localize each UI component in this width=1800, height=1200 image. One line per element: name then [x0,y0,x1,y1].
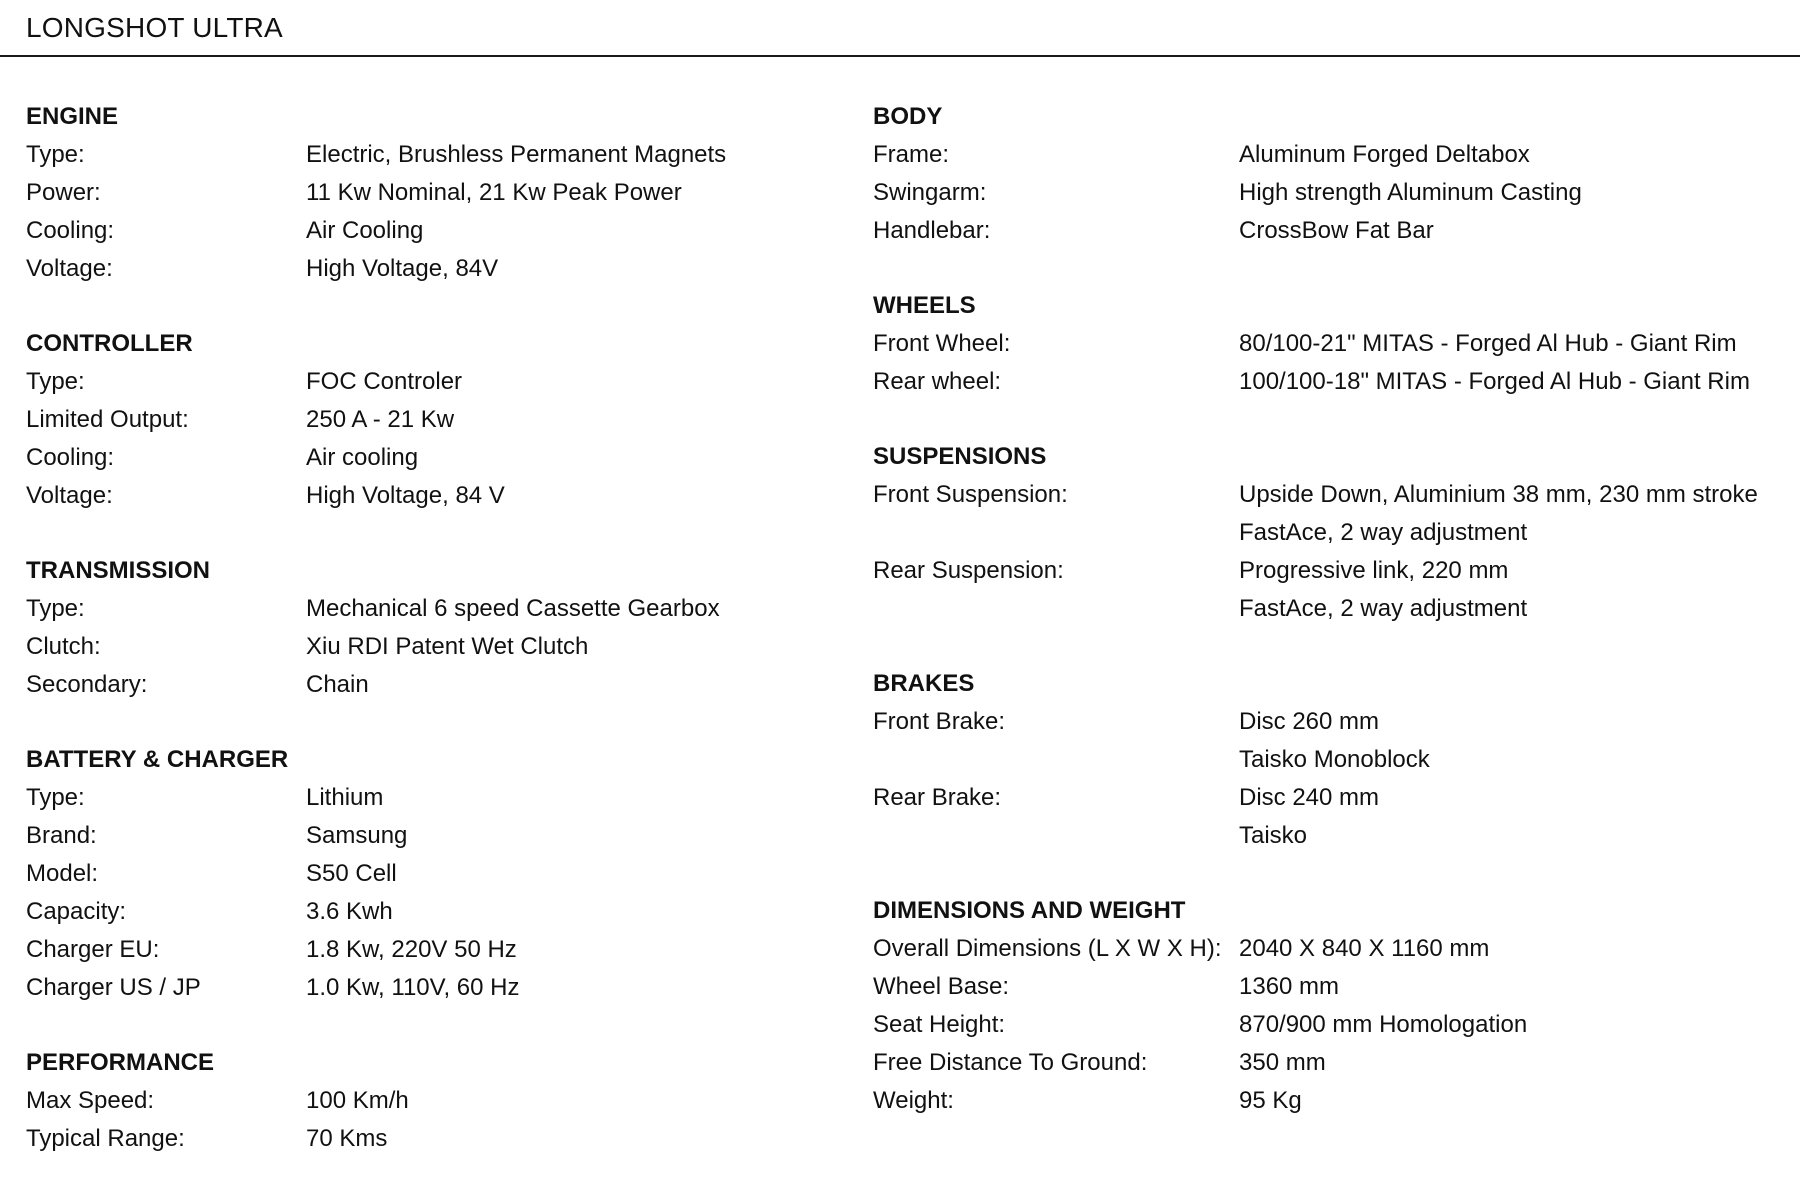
spec-label: Voltage: [26,482,113,509]
spec-section-transmission [26,552,846,704]
spec-row [26,817,846,855]
spec-label: Model: [26,860,99,887]
spec-row [26,401,846,439]
spec-section-suspensions [873,438,1793,628]
page-title: LONGSHOT ULTRA [26,12,283,43]
spec-values [306,250,498,288]
spec-value: 70 Kms [306,1125,388,1152]
spec-value: Mechanical 6 speed Cassette Gearbox [306,595,720,622]
spec-value: FOC Controler [306,368,463,395]
spec-value: Air Cooling [306,217,424,244]
spec-label: Rear Suspension: [873,557,1064,584]
spec-values [306,477,505,515]
spec-value: High Voltage, 84V [306,255,499,282]
spec-value: 80/100-21" MITAS - Forged Al Hub - Giant Rim [1239,330,1737,357]
spec-value: 250 A - 21 Kw [306,406,455,433]
section-heading: DIMENSIONS AND WEIGHT [873,897,1186,924]
spec-values [1239,1006,1527,1044]
spec-label: Handlebar: [873,217,991,244]
spec-row [873,1082,1793,1120]
spec-values [306,212,423,250]
spec-row [26,855,846,893]
spec-value: Samsung [306,822,408,849]
spec-section-controller [26,325,846,515]
page-header [0,0,1800,57]
spec-value: Disc 260 mm [1239,708,1380,735]
spec-value: Chain [306,671,369,698]
spec-label: Clutch: [26,633,101,660]
spec-row [873,1006,1793,1044]
spec-row [26,779,846,817]
spec-row [873,476,1793,552]
spec-value: 3.6 Kwh [306,898,393,925]
section-heading: ENGINE [26,103,119,130]
spec-row [26,212,846,250]
spec-row [26,136,846,174]
spec-value: 100/100-18" MITAS - Forged Al Hub - Giant Rim [1239,368,1750,395]
spec-row [26,363,846,401]
spec-value: Aluminum Forged Deltabox [1239,141,1530,168]
spec-row [873,212,1793,250]
spec-label: Power: [26,179,101,206]
spec-values [1239,552,1527,628]
spec-row [873,779,1793,855]
spec-label: Voltage: [26,255,113,282]
spec-label: Charger EU: [26,936,160,963]
spec-values [306,666,369,704]
spec-value: FastAce, 2 way adjustment [1239,595,1528,622]
spec-label: Wheel Base: [873,973,1010,1000]
spec-label: Weight: [873,1087,954,1114]
spec-values [306,590,720,628]
spec-label: Capacity: [26,898,127,925]
spec-values [306,855,397,893]
spec-row [873,325,1793,363]
spec-values [1239,136,1530,174]
spec-row [873,1044,1793,1082]
spec-value: 100 Km/h [306,1087,409,1114]
section-heading: WHEELS [873,292,976,319]
spec-values [1239,779,1379,855]
spec-values [306,136,726,174]
spec-value: FastAce, 2 way adjustment [1239,519,1528,546]
spec-row [873,930,1793,968]
spec-row [26,628,846,666]
spec-row [26,666,846,704]
spec-label: Max Speed: [26,1087,155,1114]
spec-value: CrossBow Fat Bar [1239,217,1434,244]
spec-column-left [26,98,846,1195]
spec-value: Disc 240 mm [1239,784,1380,811]
spec-row [873,968,1793,1006]
spec-values [306,931,517,969]
spec-value: 95 Kg [1239,1087,1302,1114]
spec-values [306,174,682,212]
spec-values [306,969,519,1007]
spec-label: Free Distance To Ground: [873,1049,1148,1076]
section-heading: BODY [873,103,943,130]
spec-label: Swingarm: [873,179,987,206]
spec-values [1239,930,1489,968]
spec-value: S50 Cell [306,860,397,887]
spec-label: Seat Height: [873,1011,1006,1038]
spec-row [26,439,846,477]
spec-values [306,817,407,855]
spec-label: Overall Dimensions (L X W X H): [873,935,1222,962]
spec-values [306,1082,409,1120]
spec-value: 1.8 Kw, 220V 50 Hz [306,936,517,963]
spec-label: Typical Range: [26,1125,185,1152]
spec-row [26,250,846,288]
section-heading: CONTROLLER [26,330,193,357]
spec-value: Taisko Monoblock [1239,746,1430,773]
spec-label: Cooling: [26,217,115,244]
spec-section-performance [26,1044,846,1158]
spec-label: Cooling: [26,444,115,471]
spec-values [1239,363,1750,401]
spec-value: High Voltage, 84 V [306,482,505,509]
spec-values [306,439,418,477]
section-heading: BATTERY & CHARGER [26,746,289,773]
spec-label: Rear wheel: [873,368,1002,395]
spec-label: Type: [26,784,85,811]
spec-value: 350 mm [1239,1049,1326,1076]
spec-value: 2040 X 840 X 1160 mm [1239,935,1490,962]
spec-row [873,363,1793,401]
spec-label: Brand: [26,822,97,849]
spec-section-dimensions-and-weight [873,892,1793,1120]
spec-section-body [873,98,1793,250]
spec-value: Air cooling [306,444,419,471]
spec-row [26,1120,846,1158]
spec-label: Type: [26,368,85,395]
spec-values [1239,325,1737,363]
spec-values [1239,174,1582,212]
spec-value: Electric, Brushless Permanent Magnets [306,141,727,168]
spec-values [1239,968,1339,1006]
spec-section-battery-and-charger [26,741,846,1007]
spec-row [873,136,1793,174]
spec-value: Progressive link, 220 mm [1239,557,1509,584]
spec-label: Front Wheel: [873,330,1011,357]
spec-values [1239,476,1758,552]
spec-value: Upside Down, Aluminium 38 mm, 230 mm stroke [1239,481,1758,508]
spec-column-right [873,98,1793,1157]
spec-values [306,628,588,666]
spec-values [306,893,393,931]
spec-value: 11 Kw Nominal, 21 Kw Peak Power [306,179,682,206]
spec-row [26,590,846,628]
spec-label: Secondary: [26,671,148,698]
spec-label: Type: [26,141,85,168]
spec-values [1239,1044,1326,1082]
section-heading: BRAKES [873,670,975,697]
spec-row [26,174,846,212]
section-heading: SUSPENSIONS [873,443,1047,470]
spec-values [1239,212,1434,250]
spec-label: Front Brake: [873,708,1006,735]
spec-values [306,779,383,817]
section-heading: TRANSMISSION [26,557,211,584]
spec-value: 1360 mm [1239,973,1340,1000]
spec-label: Limited Output: [26,406,189,433]
spec-label: Rear Brake: [873,784,1002,811]
spec-values [306,401,454,439]
spec-section-wheels [873,287,1793,401]
spec-row [26,477,846,515]
spec-values [306,363,462,401]
spec-value: Taisko [1239,822,1308,849]
spec-values [1239,703,1430,779]
spec-value: Lithium [306,784,384,811]
spec-label: Front Suspension: [873,481,1068,508]
spec-row [873,174,1793,212]
spec-row [26,893,846,931]
spec-row [873,552,1793,628]
spec-label: Frame: [873,141,950,168]
spec-row [26,931,846,969]
spec-row [26,1082,846,1120]
spec-values [1239,1082,1302,1120]
spec-value: High strength Aluminum Casting [1239,179,1582,206]
spec-value: 870/900 mm Homologation [1239,1011,1528,1038]
spec-value: Xiu RDI Patent Wet Clutch [306,633,589,660]
spec-label: Type: [26,595,85,622]
spec-row [26,969,846,1007]
spec-row [873,703,1793,779]
spec-section-engine [26,98,846,288]
spec-section-brakes [873,665,1793,855]
spec-label: Charger US / JP [26,974,201,1001]
spec-values [306,1120,387,1158]
section-heading: PERFORMANCE [26,1049,215,1076]
spec-value: 1.0 Kw, 110V, 60 Hz [306,974,520,1001]
